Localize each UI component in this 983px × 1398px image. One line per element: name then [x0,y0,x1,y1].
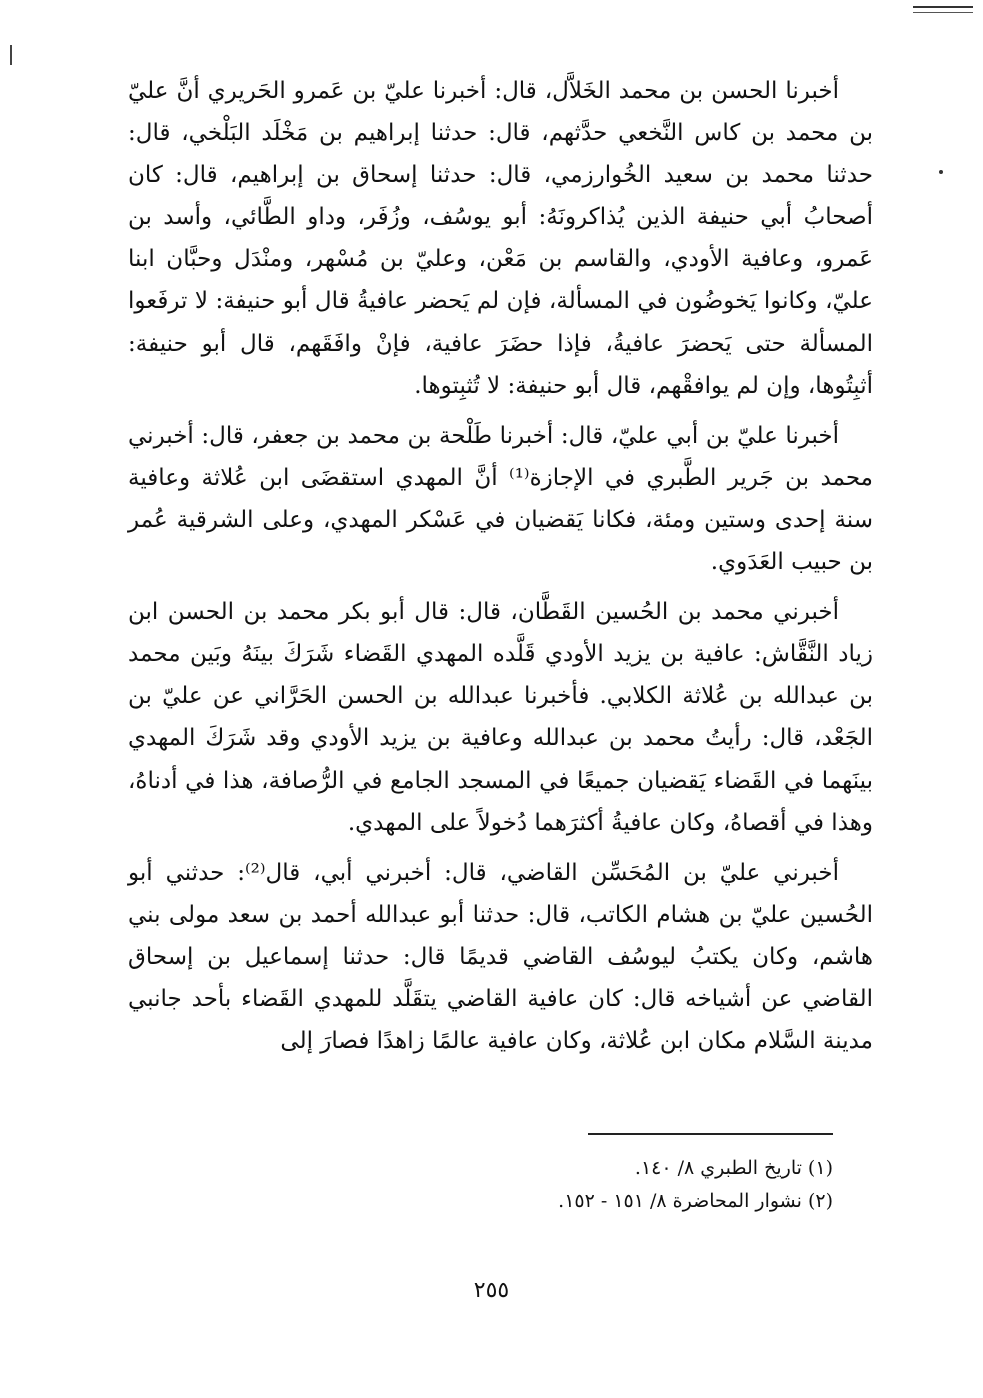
footnote-separator [588,1133,833,1135]
body-text [128,70,873,1070]
footnote-2: (٢) نشوار المحاضرة ٨/ ١٥١ - ١٥٢. [558,1190,833,1212]
paragraph-4: أخبرني عليّ بن المُحَسِّن القاضي، قال: أخبرني أبي، قال⁽²⁾: حدثني أبو الحُسين عليّ بن هشام الكاتب، قال: حدثنا أبو عبدالله أحمد بن سعد مولى بني هاشم، وكان يكتبُ ليوسُف القاضي قديمًا قال: حدثنا إسماعيل بن إسحاق القاضي عن أشياخه قال: كان عافية القاضي يتقَلَّد للمهدي القَضاء بأحد جانبي مدينة السَّلام مكان ابن عُلاثة، وكان عافية عالمًا زاهدًا فصارَ إلى [128,859,873,1055]
page-edge-mark-secondary [913,12,973,13]
margin-dot [939,170,943,174]
margin-tick-mark [10,45,12,65]
footnotes [333,1152,833,1218]
footnote-1: (١) تاريخ الطبري ٨/ ١٤٠. [634,1157,833,1179]
paragraph-2: أخبرنا عليّ بن أبي عليّ، قال: أخبرنا طَلْحة بن محمد بن جعفر، قال: أخبرني محمد بن جَرير الطَّبري في الإجازة⁽¹⁾ أنَّ المهدي استقضَى ابن عُلاثة وعافية سنة إحدى وستين ومئة، فكانا يَقضيان في عَسْكر المهدي، وعلى الشرقية عُمر بن حبيب العَدَوي. [128,422,874,576]
page-number: ٢٥٥ [473,1278,510,1303]
paragraph-1: أخبرنا الحسن بن محمد الخَلاَّل، قال: أخبرنا عليّ بن عَمرو الحَريري أنَّ عليّ بن محمد بن كاس النَّخعي حدَّثهم، قال: حدثنا إبراهيم بن مَخْلَد البَلْخي، قال: حدثنا محمد بن سعيد الخُوارزمي، قال: حدثنا إسحاق بن إبراهيم، قال: كان أصحابُ أبي حنيفة الذين يُذاكرونَهُ: أبو يوسُف، وزُفَر، وداو الطَّائي، وأسد بن عَمرو، وعافية الأودي، والقاسم بن مَعْن، وعليّ بن مُسْهر، ومنْدَل وحبَّان ابنا عليّ، وكانوا يَخوضُون في المسألة، فإن لم يَحضر عافيةُ قال أبو حنيفة: لا ترفَعوا المسألة حتى يَحضرَ عافيةُ، فإذا حضَرَ عافية، فإنْ وافَقَهم، قال أبو حنيفة: أثبِتُوها، وإن لم يوافقْهم، قال أبو حنيفة: لا تُثبِتوها. [128,78,873,399]
paragraph-3: أخبرني محمد بن الحُسين القَطَّان، قال: قال أبو بكر محمد بن الحسن ابن زياد النَّقَّاش: عافية بن يزيد الأودي قَلَّده المهدي القَضاء شَرَكَ بينَهُ وبَين محمد بن عبدالله بن عُلاثة الكلابي. فأخبرنا عبدالله بن الحسن الحَرَّاني عن عليّ بن الجَعْد، قال: رأيتُ محمد بن عبدالله وعافية بن يزيد الأودي وقد شَرَكَ المهدي بينَهما في القَضاء يَقضيان جميعًا في المسجد الجامع في الرُّصافة، هذا في أدناهُ، وهذا في أقصاهُ، وكان عافيةُ أكثرَهما دُخولاً على المهدي. [128,599,873,836]
page-edge-mark [913,6,973,8]
